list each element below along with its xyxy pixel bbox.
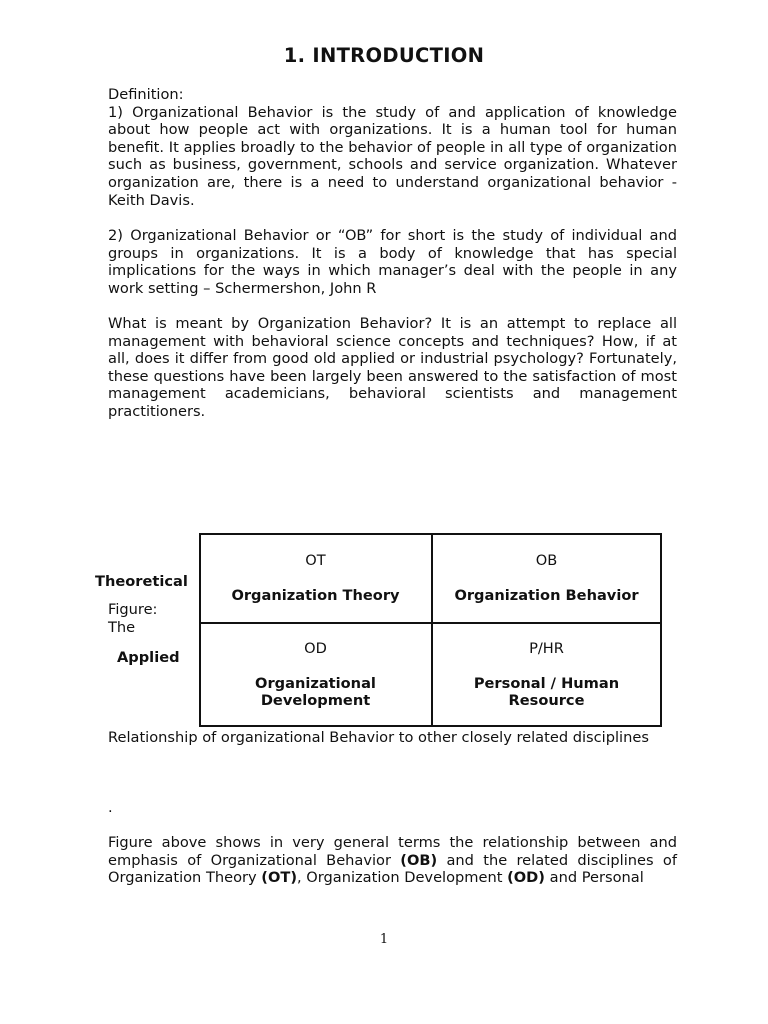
cell-full-name: Organization Behavior: [454, 587, 639, 604]
abbr-ob: (OB): [400, 851, 438, 869]
grid-cell-ot: [201, 552, 430, 604]
abbr-ot: (OT): [261, 869, 297, 887]
row-label-applied: Applied: [117, 649, 180, 666]
stray-dot: .: [108, 799, 113, 816]
cell-full-name: Organizational Development: [255, 675, 376, 709]
grid-divider-horizontal: [201, 622, 660, 624]
cell-abbr: OB: [535, 552, 558, 569]
cell-full-name: Personal / Human Resource: [473, 675, 620, 709]
grid-cell-od: [201, 640, 430, 709]
definition-label: Definition:: [108, 86, 184, 103]
cell-abbr: OD: [304, 640, 327, 657]
closing-text: Figure above shows in very general terms the relationship between and emphasis of Organizational Behavior: [108, 834, 677, 869]
closing-paragraph: [108, 834, 677, 887]
definition-1: 1) Organizational Behavior is the study of and application of knowledge about how people act with organizations. It is a human tool for human benefit. It applies broadly to the behavior of people in all type of organization such as business, government, schools and service organization. Whatever organization are, there is a need to understand organizational behavior - Keith Davis.: [108, 103, 677, 209]
row-label-theoretical: Theoretical: [95, 573, 188, 590]
page-number: 1: [379, 932, 389, 947]
closing-text: , Organization Development: [297, 869, 508, 887]
discipline-grid: [199, 533, 662, 727]
abbr-od: (OD): [507, 869, 545, 887]
definition-2: 2) Organizational Behavior or “OB” for short is the study of individual and groups in organizations. It is a body of knowledge that has special implications for the ways in which manager’s deal with the people in any work setting – Schermershon, John R: [108, 227, 677, 297]
figure-caption: Relationship of organizational Behavior to other closely related disciplines: [108, 729, 649, 746]
cell-abbr: OT: [305, 552, 326, 569]
closing-text: and the related disciplines of Organization Theory: [108, 851, 677, 887]
grid-cell-phr: [432, 640, 661, 709]
cell-full-name: Organization Theory: [231, 587, 400, 604]
definition-block: [108, 86, 677, 209]
cell-abbr: P/HR: [529, 640, 564, 657]
closing-text: and Personal: [544, 869, 644, 887]
page-title: 1. INTRODUCTION: [283, 44, 485, 67]
grid-cell-ob: [432, 552, 661, 604]
question-paragraph: What is meant by Organization Behavior? It is an attempt to replace all management with behavioral science concepts and techniques? How, if at all, does it differ from good old applied or industrial psychology? Fortunately, these questions have been largely been answered to the satisfaction of most management academicians, behavioral scientists and management practitioners.: [108, 315, 677, 420]
figure-small-caption: Figure: The: [108, 601, 158, 636]
